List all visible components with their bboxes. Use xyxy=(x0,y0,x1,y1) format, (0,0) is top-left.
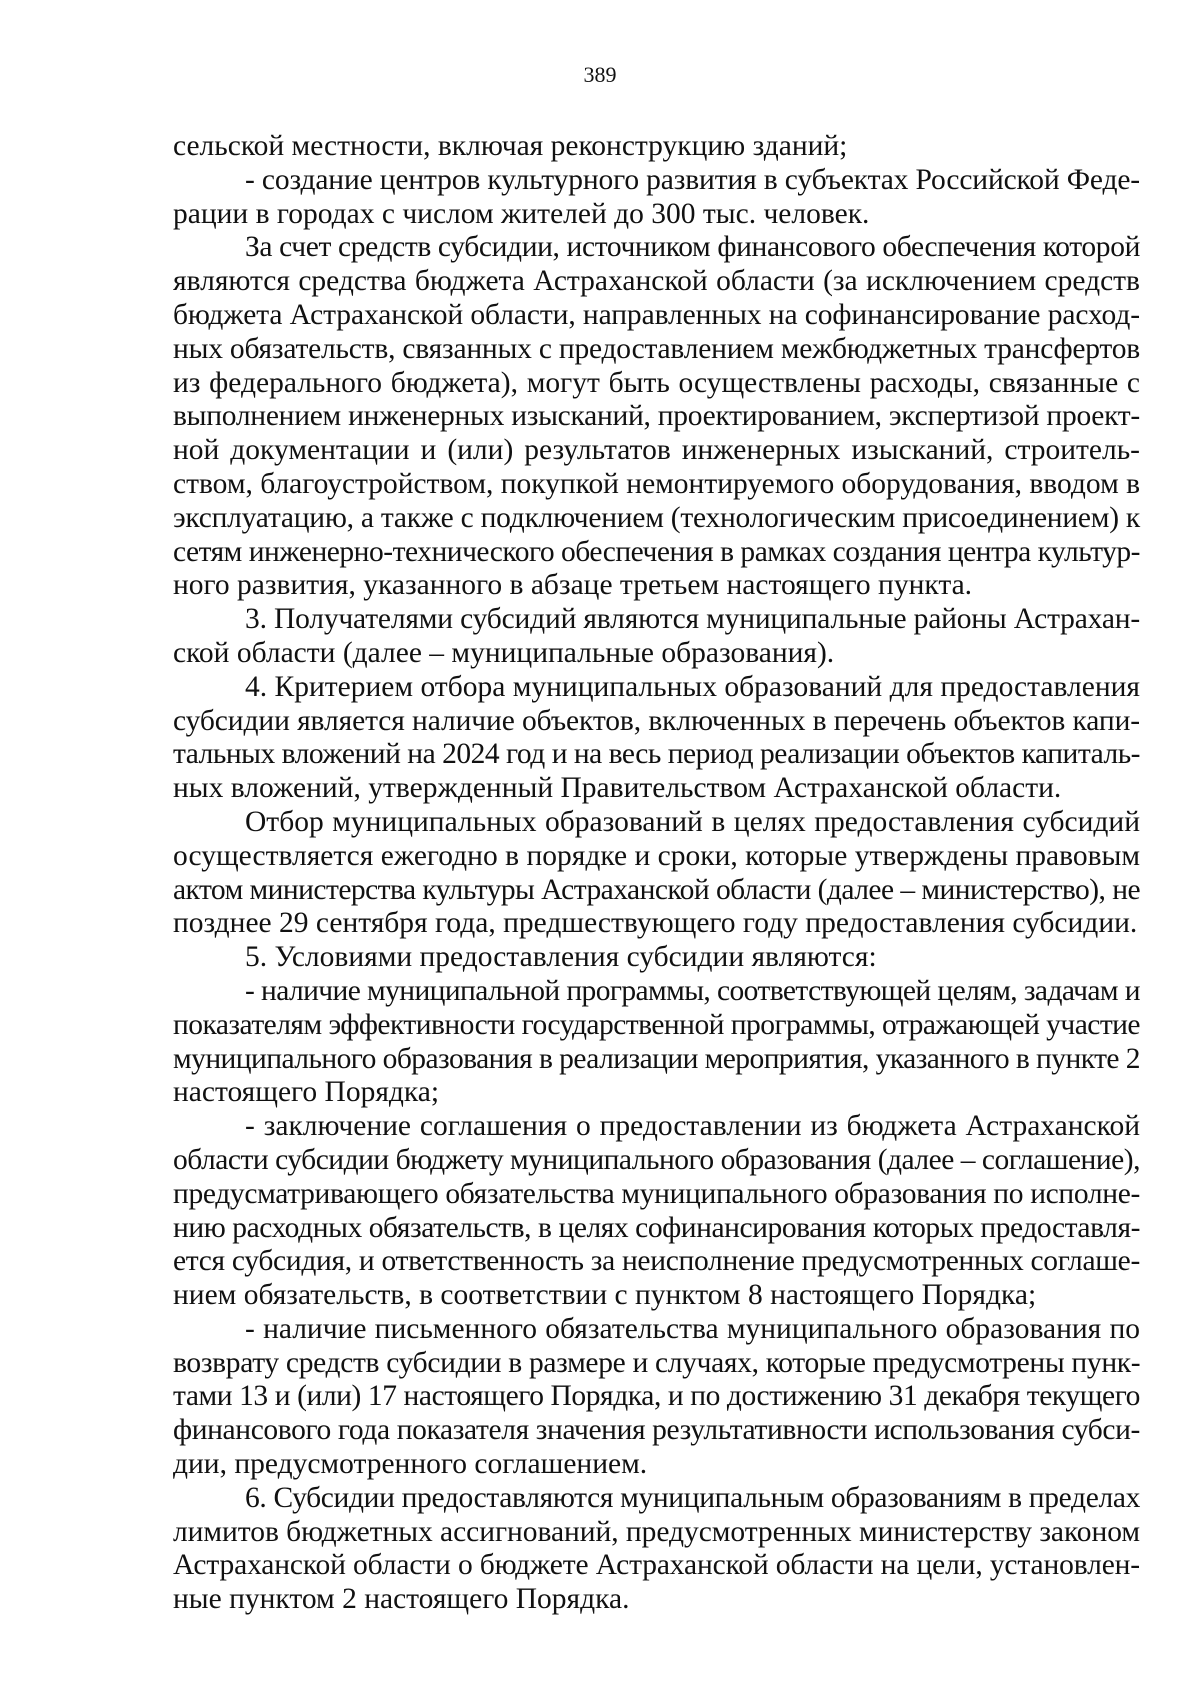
text-line: - заключение соглашения о предоставлении из бюджета Астраханской xyxy=(245,1110,1140,1143)
text-line: ством, благоустройством, покупкой немонтируемого оборудования, вводом в xyxy=(173,467,1140,500)
page-number: 389 xyxy=(583,62,617,87)
text-line: Отбор муниципальных образований в целях предоставления субсидий xyxy=(245,805,1140,838)
text-line: финансового года показателя значения результативности использования субси- xyxy=(173,1414,1140,1447)
text-line: ных вложений, утвержденный Правительством Астраханской области. xyxy=(173,772,1062,805)
text-line: позднее 29 сентября года, предшествующего году предоставления субсидии. xyxy=(173,907,1138,940)
text-line: актом министерства культуры Астраханской области (далее – министерство), не xyxy=(173,873,1140,906)
text-line: ной документации и (или) результатов инженерных изысканий, строитель- xyxy=(173,434,1140,467)
text-line: эксплуатацию, а также с подключением (технологическим присоединением) к xyxy=(173,501,1140,534)
text-line: являются средства бюджета Астраханской области (за исключением средств xyxy=(173,265,1140,298)
text-line: выполнением инженерных изысканий, проектированием, экспертизой проект- xyxy=(173,400,1140,433)
text-line: бюджета Астраханской области, направленных на софинансирование расход- xyxy=(173,298,1140,331)
text-line: За счет средств субсидии, источником финансового обеспечения которой xyxy=(245,231,1140,264)
text-line: лимитов бюджетных ассигнований, предусмотренных министерству законом xyxy=(173,1515,1140,1548)
text-line: рации в городах с числом жителей до 300 тыс. человек. xyxy=(173,197,870,230)
text-line: нием обязательств, в соответствии с пунктом 8 настоящего Порядка; xyxy=(173,1279,1037,1312)
text-line: нию расходных обязательств, в целях софинансирования которых предоставля- xyxy=(173,1211,1140,1244)
text-line: тальных вложений на 2024 год и на весь период реализации объектов капиталь- xyxy=(173,738,1140,771)
text-line: настоящего Порядка; xyxy=(173,1076,440,1109)
text-line: области субсидии бюджету муниципального образования (далее – соглашение), xyxy=(173,1143,1140,1176)
text-line: осуществляется ежегодно в порядке и сроки, которые утверждены правовым xyxy=(173,839,1140,872)
text-line: муниципального образования в реализации мероприятия, указанного в пункте 2 xyxy=(173,1042,1140,1075)
text-line: ных обязательств, связанных с предоставлением межбюджетных трансфертов xyxy=(173,332,1140,365)
document-body xyxy=(173,130,1140,1617)
text-line: дии, предусмотренного соглашением. xyxy=(173,1448,648,1481)
text-line: ется субсидия, и ответственность за неисполнение предусмотренных соглаше- xyxy=(173,1245,1140,1278)
text-line: ской области (далее – муниципальные образования). xyxy=(173,636,835,669)
text-line: субсидии является наличие объектов, включенных в перечень объектов капи- xyxy=(173,704,1140,737)
text-line: сельской местности, включая реконструкцию зданий; xyxy=(173,130,848,162)
text-line: - наличие муниципальной программы, соответствующей целям, задачам и xyxy=(245,974,1140,1007)
text-line: ные пунктом 2 настоящего Порядка. xyxy=(173,1583,630,1616)
text-line: 4. Критерием отбора муниципальных образований для предоставления xyxy=(245,670,1140,703)
text-line: ного развития, указанного в абзаце третьем настоящего пункта. xyxy=(173,569,973,602)
text-line: Астраханской области о бюджете Астраханской области на цели, установлен- xyxy=(173,1549,1140,1582)
text-line: показателям эффективности государственной программы, отражающей участие xyxy=(173,1008,1140,1041)
text-line: - наличие письменного обязательства муниципального образования по xyxy=(245,1312,1140,1345)
text-line: 3. Получателями субсидий являются муниципальные районы Астрахан- xyxy=(245,603,1140,636)
text-line: возврату средств субсидии в размере и случаях, которые предусмотрены пунк- xyxy=(173,1346,1141,1379)
text-line: 6. Субсидии предоставляются муниципальным образованиям в пределах xyxy=(245,1481,1140,1514)
text-line: из федерального бюджета), могут быть осуществлены расходы, связанные с xyxy=(173,366,1140,399)
text-line: тами 13 и (или) 17 настоящего Порядка, и по достижению 31 декабря текущего xyxy=(173,1380,1140,1413)
text-line: - создание центров культурного развития в субъектах Российской Феде- xyxy=(245,163,1140,196)
text-line: 5. Условиями предоставления субсидии являются: xyxy=(245,941,877,974)
text-line: предусматривающего обязательства муниципального образования по исполне- xyxy=(173,1177,1140,1210)
text-line: сетям инженерно-технического обеспечения в рамках создания центра культур- xyxy=(173,535,1140,568)
